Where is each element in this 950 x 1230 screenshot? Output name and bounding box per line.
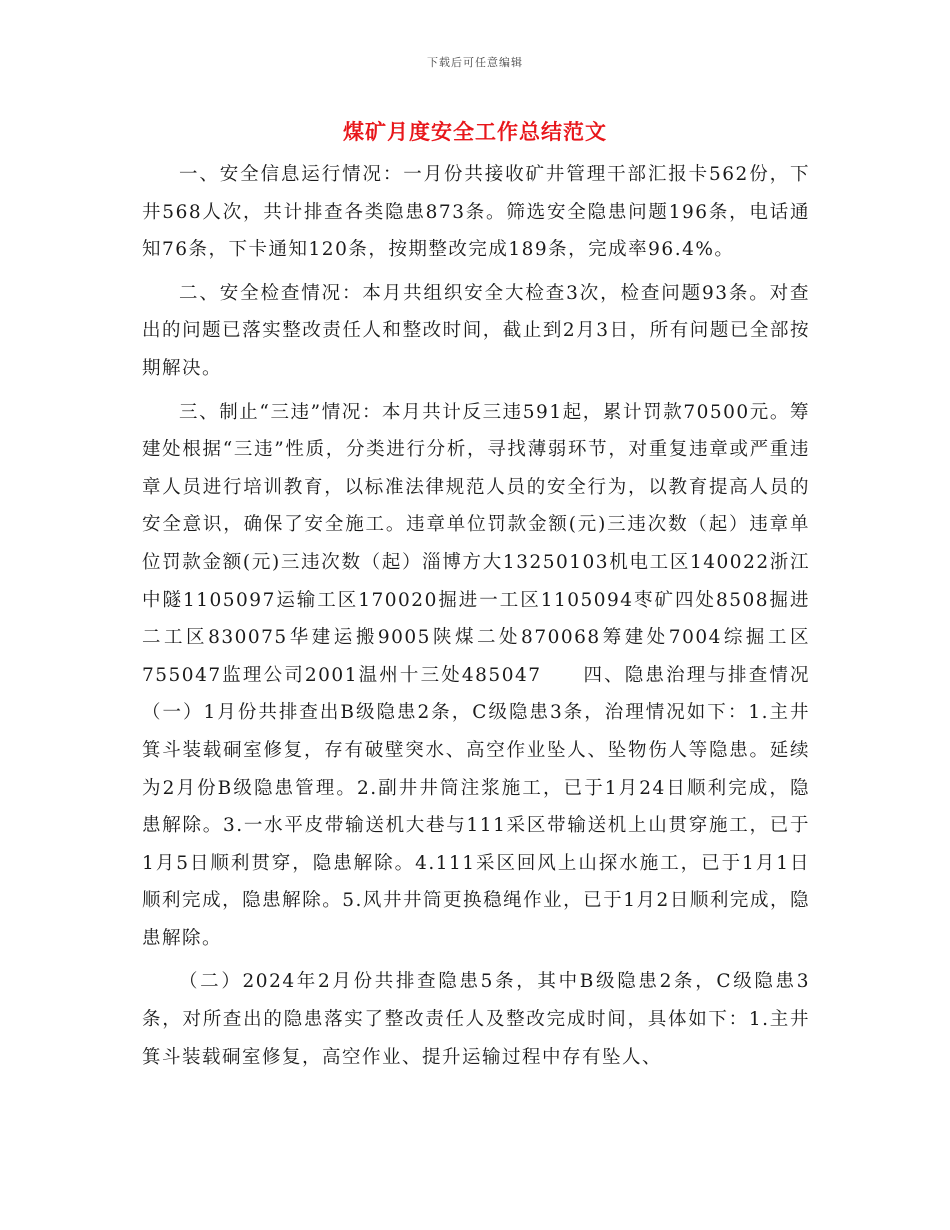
document-body — [142, 156, 810, 1076]
paragraph-safety-info: 一、安全信息运行情况：一月份共接收矿井管理干部汇报卡562份，下井568人次，共计排查各类隐患873条。筛选安全隐患问题196条，电话通知76条，下卡通知120条，按期整改完成189条，完成率96.4%。 — [142, 164, 810, 261]
page-header: 下载后可任意编辑 — [427, 56, 523, 69]
paragraph-safety-inspection: 二、安全检查情况：本月共组织安全大检查3次，检查问题93条。对查出的问题已落实整改责任人和整改时间，截止到2月3日，所有问题已全部按期解决。 — [142, 282, 810, 379]
paragraph-hazard-february: （二）2024年2月份共排查隐患5条，其中B级隐患2条，C级隐患3条，对所查出的隐患落实了整改责任人及整改完成时间，具体如下：1.主井箕斗装载硐室修复，高空作业、提升运输过程中存有坠人、 — [142, 971, 810, 1068]
paragraph-three-violations: 三、制止“三违”情况：本月共计反三违591起，累计罚款70500元。筹建处根据“三违”性质，分类进行分析，寻找薄弱环节，对重复违章或严重违章人员进行培训教育，以标准法律规范人员的安全行为，以教育提高人员的安全意识，确保了安全施工。违章单位罚款金额(元)三违次数（起）违章单位罚款金额(元)三违次数（起）淄博方大13250103机电工区140022浙江中隧1105097运输工区170020掘进一工区1105094枣矿四处8508掘进二工区830075华建运搬9005陕煤二处870068筹建处7004综掘工区755047监理公司2001温州十三处485047 四、隐患治理与排查情况（一）1月份共排查出B级隐患2条，C级隐患3条，治理情况如下：1.主井箕斗装载硐室修复，存有破壁突水、高空作业坠人、坠物伤人等隐患。延续为2月份B级隐患管理。2.副井井筒注浆施工，已于1月24日顺利完成，隐患解除。3.一水平皮带输送机大巷与111采区带输送机上山贯穿施工，已于1月5日顺利贯穿，隐患解除。4.111采区回风上山探水施工，已于1月1日顺利完成，隐患解除。5.风井井筒更换稳绳作业，已于1月2日顺利完成，隐患解除。 — [142, 401, 810, 949]
document-title: 煤矿月度安全工作总结范文 — [343, 119, 607, 144]
